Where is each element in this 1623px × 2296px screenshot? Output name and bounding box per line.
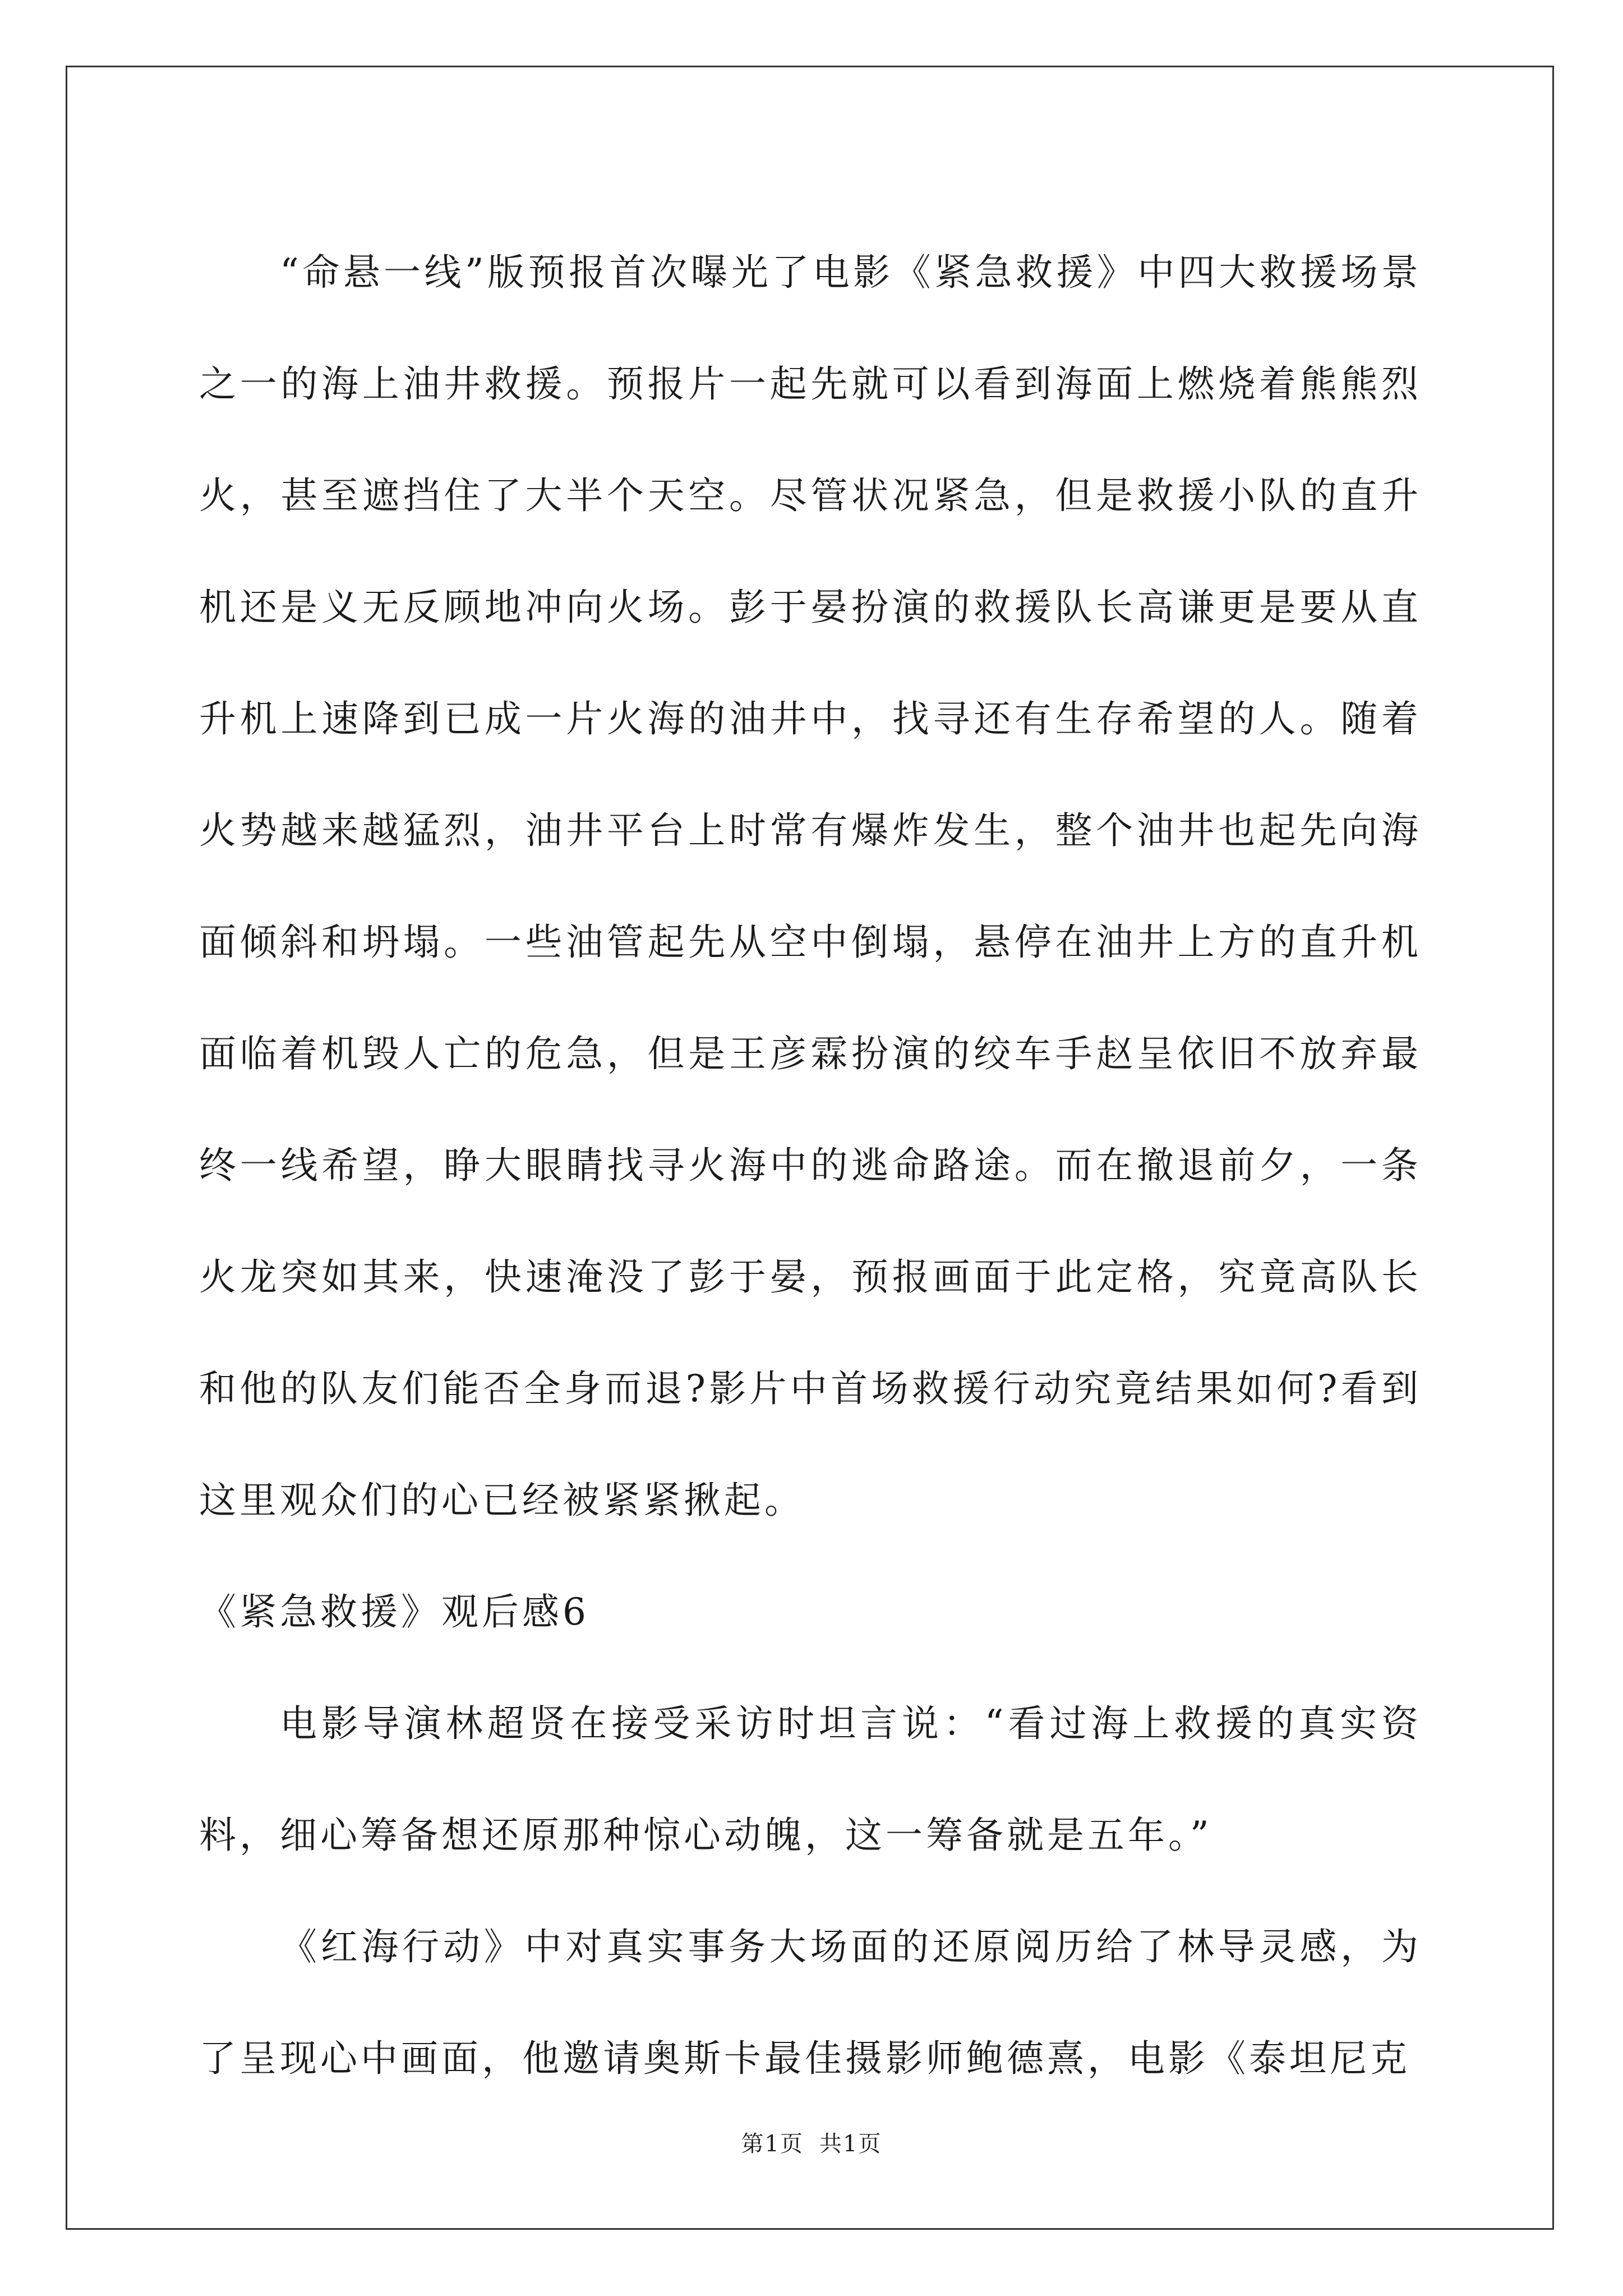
page-total: 共1页 [819,2131,882,2157]
paragraph-rescue-trailer: “命悬一线”版预报首次曝光了电影《紧急救援》中四大救援场景之一的海上油井救援。预报片一起先就可以看到海面上燃烧着熊熊烈火，甚至遮挡住了大半个天空。尽管状况紧急，但是救援小队的直升机还是义无反顾地冲向火场。彭于晏扮演的救援队长高谦更是要从直升机上速降到已成一片火海的油井中，找寻还有生存希望的人。随着火势越来越猛烈，油井平台上时常有爆炸发生，整个油井也起先向海面倾斜和坍塌。一些油管起先从空中倒塌，悬停在油井上方的直升机面临着机毁人亡的危急，但是王彦霖扮演的绞车手赵呈依旧不放弃最终一线希望，睁大眼睛找寻火海中的逃命路途。而在撤退前夕，一条火龙突如其来，快速淹没了彭于晏，预报画面于此定格，究竟高队长和他的队友们能否全身而退?影片中首场救援行动究竟结果如何?看到这里观众们的心已经被紧紧揪起。 [199,251,1422,1522]
paragraph-red-sea-action: 《红海行动》中对真实事务大场面的还原阅历给了林导灵感，为了呈现心中画面，他邀请奥斯卡最佳摄影师鲍德熹，电影《泰坦尼克 [199,1925,1422,2080]
document-body [199,217,1422,2114]
page-number: 第1页 [741,2131,804,2157]
page-footer [0,2126,1623,2158]
section-heading: 《紧急救援》观后感6 [199,1590,589,1634]
paragraph-director-quote: 电影导演林超贤在接受采访时坦言说：“看过海上救援的真实资料，细心筹备想还原那种惊心动魄，这一筹备就是五年。” [199,1702,1422,1857]
